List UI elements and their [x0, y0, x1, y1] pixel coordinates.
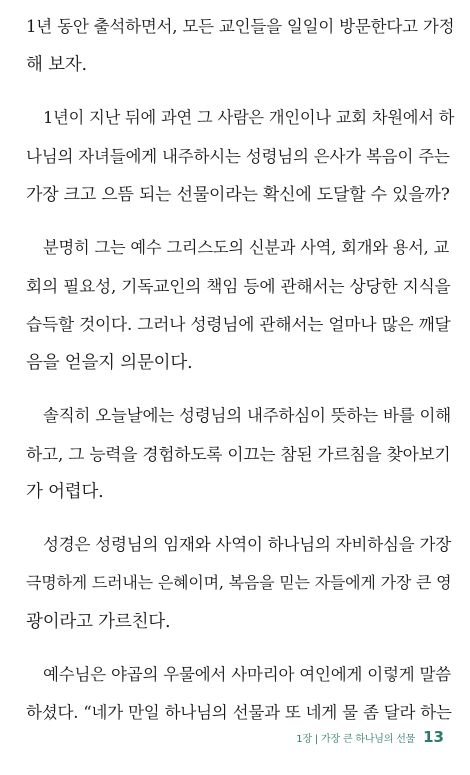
- text-line: 1년이 지난 뒤에 과연 그 사람은 개인이나 교회 차원에서 하: [43, 108, 455, 128]
- paragraph-1: [26, 8, 454, 84]
- running-head: 1장 | 가장 큰 하나님의 선물: [296, 734, 416, 745]
- text-line: 습득할 것이다. 그러나 성령님에 관해서는 얼마나 많은 깨달: [26, 314, 451, 335]
- text-line: 예수님은 야곱의 우물에서 사마리아 여인에게 이렇게 말씀: [43, 664, 452, 684]
- page-number: 13: [423, 728, 444, 746]
- text-line: 나님의 자녀들에게 내주하시는 성령님의 은사가 복음이 주는: [26, 146, 450, 166]
- text-line: 솔직히 오늘날에는 성령님의 내주하심이 뜻하는 바를 이해: [43, 405, 452, 425]
- text-line: 광이라고 가르친다.: [26, 611, 171, 632]
- paragraph-6: [26, 656, 454, 732]
- text-line: 회의 필요성, 기독교인의 책임 등에 관해서는 상당한 지식을: [26, 276, 451, 297]
- text-line: 하셨다. “네가 만일 하나님의 선물과 또 네게 물 좀 달라 하는: [26, 703, 452, 722]
- page-footer: [296, 728, 444, 746]
- text-line: 해 보자.: [26, 55, 87, 76]
- text-line: 성경은 성령님의 임재와 사역이 하나님의 자비하심을 가장: [43, 535, 452, 555]
- paragraph-5: [26, 526, 454, 641]
- body-text: [26, 8, 454, 732]
- text-line: 가장 크고 으뜸 되는 선물이라는 확신에 도달할 수 있을까?: [26, 184, 450, 205]
- text-line: 음을 얻을지 의문이다.: [26, 352, 193, 373]
- text-line: 분명히 그는 예수 그리스도의 신분과 사역, 회개와 용서, 교: [43, 237, 450, 257]
- text-line: 가 어렵다.: [26, 482, 104, 503]
- paragraph-3: [26, 229, 454, 382]
- paragraph-4: [26, 397, 454, 512]
- text-line: 하고, 그 능력을 경험하도록 이끄는 참된 가르침을 찾아보기: [26, 443, 451, 464]
- text-line: 1년 동안 출석하면서, 모든 교인들을 일일이 방문한다고 가정: [26, 17, 455, 36]
- paragraph-2: [26, 99, 454, 214]
- text-line: 극명하게 드러내는 은혜이며, 복음을 믿는 자들에게 가장 큰 영: [26, 573, 452, 593]
